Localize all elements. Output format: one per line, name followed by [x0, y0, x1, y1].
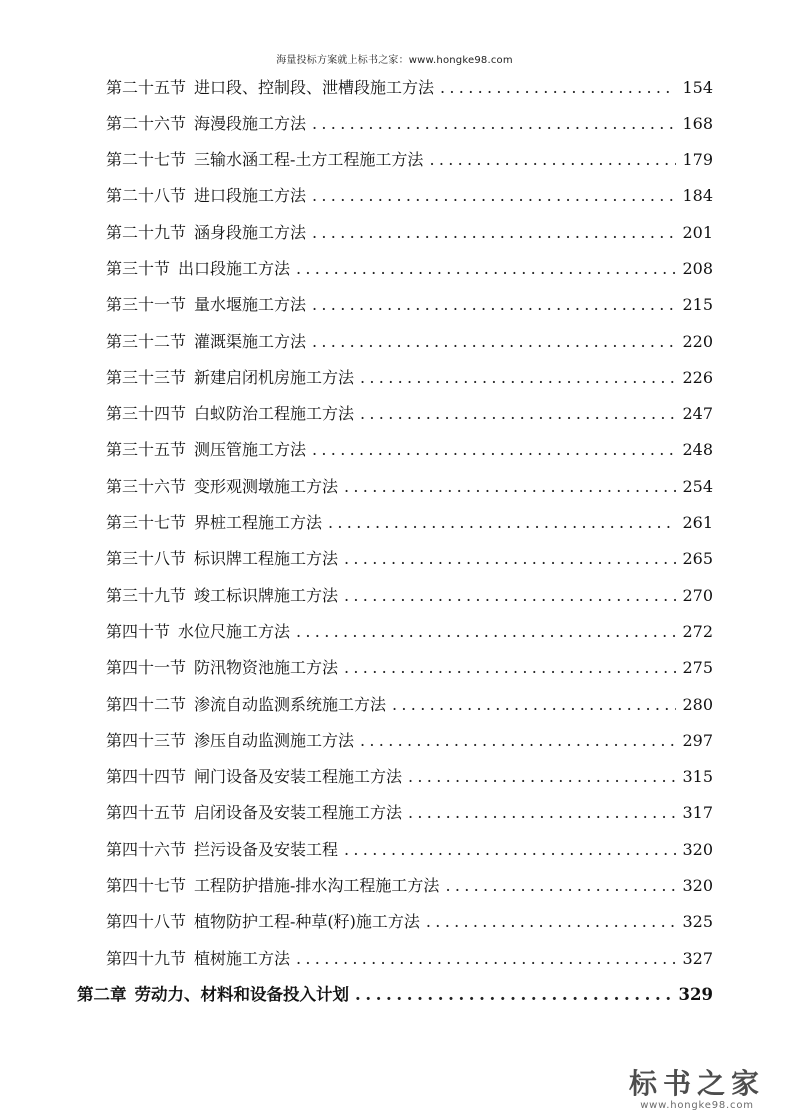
toc-entry-title: 渗压自动监测施工方法	[194, 731, 355, 750]
toc-entry-title: 三输水涵工程-土方工程施工方法	[194, 150, 424, 169]
dot-leader	[344, 838, 676, 862]
toc-entry[interactable]	[106, 76, 713, 100]
toc-entry-title: 启闭设备及安装工程施工方法	[194, 803, 403, 822]
toc-entry-number: 第四十五节	[106, 803, 187, 822]
toc-entry-page: 168	[682, 114, 713, 133]
toc-entry-number: 第三十一节	[106, 295, 187, 314]
toc-entry-title: 新建启闭机房施工方法	[194, 368, 355, 387]
toc-entry-title: 灌溉渠施工方法	[194, 332, 307, 351]
toc-entry-page: 179	[682, 150, 713, 169]
toc-entry-title: 水位尺施工方法	[178, 622, 291, 641]
toc-entry[interactable]	[106, 402, 713, 426]
toc-entry-number: 第四十六节	[106, 840, 187, 859]
toc-entry-number: 第三十二节	[106, 332, 187, 351]
dot-leader	[429, 148, 676, 172]
toc-entry-number: 第二十八节	[106, 186, 187, 205]
toc-entry-number: 第四十八节	[106, 912, 187, 931]
toc-entry-title: 涵身段施工方法	[194, 223, 307, 242]
toc-chapter-page: 329	[678, 985, 713, 1004]
toc-entry-title: 测压管施工方法	[194, 440, 307, 459]
dot-leader	[344, 584, 676, 608]
toc-entry-page: 261	[682, 513, 713, 532]
toc-entry[interactable]	[106, 475, 713, 499]
dot-leader	[312, 184, 676, 208]
toc-chapter-title: 劳动力、材料和设备投入计划	[134, 985, 349, 1004]
toc-entry-number: 第二十九节	[106, 223, 187, 242]
dot-leader	[312, 293, 676, 317]
toc-entry[interactable]	[106, 148, 713, 172]
dot-leader	[408, 801, 676, 825]
toc-entry-title: 进口段施工方法	[194, 186, 307, 205]
toc-entry-page: 184	[682, 186, 713, 205]
dot-leader	[360, 729, 676, 753]
dot-leader	[312, 330, 676, 354]
toc-entry-number: 第三十六节	[106, 477, 187, 496]
toc-entry-page: 297	[682, 731, 713, 750]
toc-entry[interactable]	[106, 765, 713, 789]
toc-entry-number: 第四十一节	[106, 658, 187, 677]
watermark-brand: 标书之家	[628, 1067, 765, 1100]
toc-entry[interactable]	[106, 947, 713, 971]
dot-leader	[355, 983, 673, 1007]
toc-entry-page: 272	[682, 622, 713, 641]
toc-entry-page: 215	[682, 295, 713, 314]
toc-entry-number: 第三十八节	[106, 549, 187, 568]
toc-entry[interactable]	[106, 801, 713, 825]
toc-entry-page: 201	[682, 223, 713, 242]
toc-entry-number: 第四十九节	[106, 949, 187, 968]
toc-entry[interactable]	[106, 184, 713, 208]
watermark-logo	[627, 1068, 767, 1111]
toc-entry-title: 竣工标识牌施工方法	[194, 586, 339, 605]
toc-entry-page: 154	[682, 78, 713, 97]
toc-entry-page: 248	[682, 440, 713, 459]
toc-entry-page: 280	[682, 695, 713, 714]
toc-entry-number: 第三十三节	[106, 368, 187, 387]
toc-entry[interactable]	[106, 910, 713, 934]
dot-leader	[296, 620, 676, 644]
toc-entry-number: 第二十七节	[106, 150, 187, 169]
toc-entry[interactable]	[106, 620, 713, 644]
toc-entry-title: 进口段、控制段、泄槽段施工方法	[194, 78, 435, 97]
dot-leader	[312, 112, 676, 136]
toc-entry-number: 第三十九节	[106, 586, 187, 605]
toc-entry-page: 265	[682, 549, 713, 568]
toc-entry[interactable]	[106, 693, 713, 717]
dot-leader	[360, 402, 676, 426]
toc-entry-number: 第三十节	[106, 259, 171, 278]
toc-entry-number: 第二十六节	[106, 114, 187, 133]
toc-entry-number: 第三十四节	[106, 404, 187, 423]
toc-entry[interactable]	[106, 257, 713, 281]
toc-entry[interactable]	[106, 293, 713, 317]
dot-leader	[408, 765, 676, 789]
toc-entry-number: 第四十三节	[106, 731, 187, 750]
toc-entry-page: 247	[682, 404, 713, 423]
toc-entry-number: 第三十五节	[106, 440, 187, 459]
toc-entry-title: 植物防护工程-种草(籽)施工方法	[194, 912, 420, 931]
toc-entry[interactable]	[106, 838, 713, 862]
toc-entry-number: 第四十节	[106, 622, 171, 641]
toc-entry[interactable]	[106, 584, 713, 608]
toc-entry-page: 320	[682, 876, 713, 895]
dot-leader	[360, 366, 676, 390]
dot-leader	[440, 76, 676, 100]
toc-entry-page: 317	[682, 803, 713, 822]
dot-leader	[312, 221, 676, 245]
toc-entry-page: 275	[682, 658, 713, 677]
toc-entry-title: 渗流自动监测系统施工方法	[194, 695, 387, 714]
toc-entry-page: 254	[682, 477, 713, 496]
toc-entry-page: 220	[682, 332, 713, 351]
toc-entry-title: 闸门设备及安装工程施工方法	[194, 767, 403, 786]
toc-entry-title: 出口段施工方法	[178, 259, 291, 278]
toc-entry-number: 第二十五节	[106, 78, 187, 97]
toc-entry[interactable]	[106, 547, 713, 571]
toc-entry[interactable]	[106, 330, 713, 354]
toc-entry-number: 第四十二节	[106, 695, 187, 714]
dot-leader	[392, 693, 676, 717]
toc-entry-title: 防汛物资池施工方法	[194, 658, 339, 677]
toc-entry[interactable]	[106, 729, 713, 753]
toc-entry-page: 226	[682, 368, 713, 387]
dot-leader	[344, 475, 676, 499]
toc-entry-title: 工程防护措施-排水沟工程施工方法	[194, 876, 440, 895]
toc-entry[interactable]	[106, 511, 713, 535]
toc-entry-title: 植树施工方法	[194, 949, 291, 968]
toc-entry[interactable]	[106, 438, 713, 462]
toc-entry-page: 208	[682, 259, 713, 278]
toc-entry-title: 白蚁防治工程施工方法	[194, 404, 355, 423]
toc-entry-title: 标识牌工程施工方法	[194, 549, 339, 568]
toc-entry-page: 315	[682, 767, 713, 786]
toc-entry-page: 325	[682, 912, 713, 931]
dot-leader	[426, 910, 677, 934]
toc-entry-number: 第四十七节	[106, 876, 187, 895]
toc-chapter-entry[interactable]	[77, 983, 713, 1007]
toc-entry-page: 320	[682, 840, 713, 859]
toc-entry-number: 第四十四节	[106, 767, 187, 786]
toc-entry-title: 变形观测墩施工方法	[194, 477, 339, 496]
page-header: 海量投标方案就上标书之家：www.hongke98.com	[276, 55, 513, 66]
dot-leader	[312, 438, 676, 462]
toc-entry-title: 量水堰施工方法	[194, 295, 307, 314]
toc-entry-page: 270	[682, 586, 713, 605]
toc-entry-title: 界桩工程施工方法	[194, 513, 323, 532]
dot-leader	[445, 874, 676, 898]
toc-entry[interactable]	[106, 366, 713, 390]
toc-entry[interactable]	[106, 221, 713, 245]
toc-entry[interactable]	[106, 874, 713, 898]
toc-entry-title: 海漫段施工方法	[194, 114, 307, 133]
dot-leader	[344, 547, 676, 571]
dot-leader	[296, 947, 676, 971]
toc-chapter-number: 第二章	[77, 985, 127, 1004]
dot-leader	[344, 656, 676, 680]
toc-entry[interactable]	[106, 112, 713, 136]
toc-entry[interactable]	[106, 656, 713, 680]
watermark-url: www.hongke98.com	[640, 1100, 754, 1111]
dot-leader	[296, 257, 676, 281]
toc-entry-number: 第三十七节	[106, 513, 187, 532]
toc-entry-page: 327	[682, 949, 713, 968]
dot-leader	[328, 511, 676, 535]
toc-entry-title: 拦污设备及安装工程	[194, 840, 339, 859]
